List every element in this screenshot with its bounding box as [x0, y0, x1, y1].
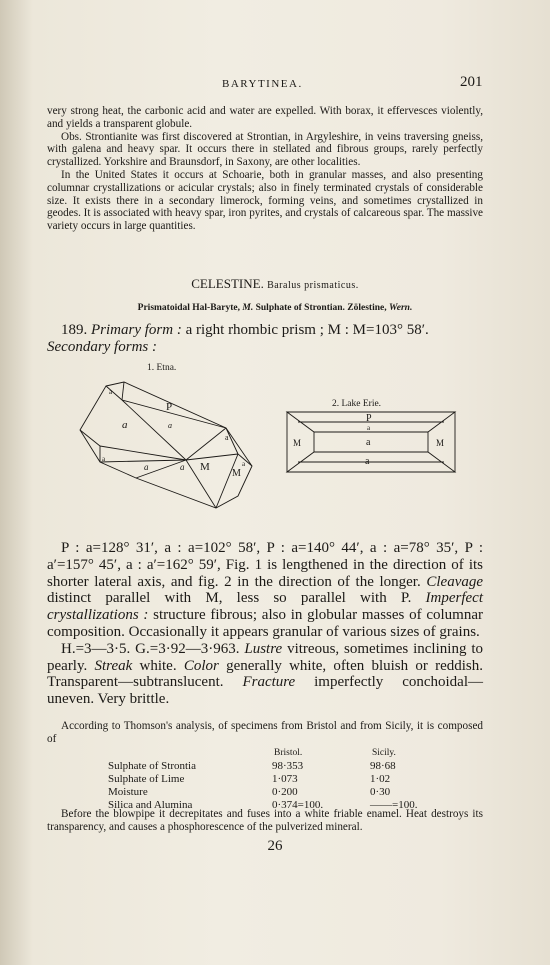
description-text — [47, 540, 483, 708]
section-title — [0, 276, 550, 292]
synonym-1-author: M. — [242, 303, 254, 313]
fig1-label: a — [109, 388, 113, 396]
synonym-3: Zölestine, — [347, 303, 387, 313]
fig1-label-P: P — [166, 401, 173, 413]
fig1-label: a — [122, 419, 128, 431]
column-header-sicily: Sicily. — [372, 748, 396, 758]
fig1-label-M: M — [232, 468, 241, 479]
fig1-label: a — [168, 421, 172, 430]
table-row: Silica and Alumina 0·374=100. ——=100. — [108, 799, 418, 811]
fig1-label: a — [180, 462, 185, 472]
imperfect-text: structure fibrous; also in globular masses of columnar composition. Occasionally it appears granular of various sizes of grains. — [47, 607, 483, 640]
running-title: BARYTINEA. — [222, 78, 303, 90]
analysis-intro — [47, 720, 483, 746]
section-title-latin: Baralus prismaticus. — [267, 280, 359, 291]
fig1-label: a — [102, 455, 106, 463]
lustre-text: vitreous, sometimes inclining to pearly. — [47, 640, 484, 674]
imperfect-label: Imperfect crystallizations : — [47, 590, 484, 624]
column-header-bristol: Bristol. — [274, 748, 303, 758]
page-number: 201 — [460, 74, 483, 90]
blowpipe-paragraph — [47, 808, 483, 834]
fig1-edge — [100, 460, 186, 462]
color-text: generally white, often bluish or reddish. Transparent—subtranslucent. — [47, 657, 483, 691]
us-localities-paragraph: In the United States it occurs at Schoarie, both in granular masses, and also presenting columnar crystallizations or acicular crystals; also in finely terminated crystals of considerable size. It exists there in a secondary limerock, forming veins, and sometimes crystallized in geodes. It is associated with heavy spar, iron pyrites, and crystals of calcareous spar. The massive variety occurs in large quantities. — [47, 168, 483, 233]
table-row: Sulphate of Lime 1·073 1·02 — [108, 773, 391, 785]
primary-form-text: a right rhombic prism ; M : M=103° 58′. — [185, 322, 429, 338]
figure-1-crystal-diagram — [76, 378, 266, 510]
blowpipe-text: Before the blowpipe it decrepitates and fuses into a white friable enamel. Heat destroys its transparency, and causes a phosphorescence of the pulverized mineral. — [47, 808, 483, 833]
streak-label: Streak — [94, 657, 133, 674]
fig1-edge — [122, 382, 124, 400]
figure-1-caption: 1. Etna. — [147, 363, 177, 373]
secondary-forms-label: Secondary forms : — [47, 338, 157, 355]
fig1-label: a — [225, 433, 229, 442]
intro-paragraph: very strong heat, the carbonic acid and water are expelled. With borax, it effervesces violently, and yields a transparent globule. — [47, 105, 483, 130]
angles-text: P : a=128° 31′, a : a=102° 58′, P : a=140° 44′, a : a=78° 35′, P : a′=157° 45′, a : a′=162° 59′, Fig. 1 is lengthened in the direction of its shorter lateral axis, and fig. 2 in the direction of the longer. — [47, 540, 483, 590]
analysis-intro-text: According to Thomson's analysis, of specimens from Bristol and from Sicily, it is composed of — [47, 720, 483, 745]
fig2-label-P: P — [366, 413, 372, 424]
fig1-label-M: M — [200, 461, 210, 473]
figure-2-crystal-diagram — [284, 410, 458, 474]
table-row: Sulphate of Strontia 98·353 98·68 — [108, 760, 396, 772]
fig1-label: a — [144, 462, 149, 472]
fig1-edge — [186, 428, 226, 460]
obs-paragraph: Obs. Strontianite was first discovered at Strontian, in Argyleshire, in veins traversing gneiss, with galena and heavy spar. It occurs there in stellated and fibrous groups, rarely perfectly crystallized. Yorkshire and Braunsdorf, in Saxony, are other localities. — [47, 130, 483, 169]
primary-form-label: Primary form : — [91, 322, 182, 338]
paragraph-189 — [47, 322, 483, 356]
synonym-3-author: Wern. — [389, 303, 413, 313]
intro-text — [47, 105, 483, 233]
cleavage-text: distinct parallel with M, less so parallel with P. — [47, 590, 412, 607]
fig2-label-M: M — [436, 438, 445, 448]
figure-2-caption: 2. Lake Erie. — [332, 399, 382, 409]
page-header — [0, 74, 550, 94]
fig2-label: a — [366, 437, 371, 448]
synonym-1: Prismatoidal Hal-Baryte, — [137, 303, 241, 313]
fig1-edge — [186, 454, 238, 460]
synonyms-line — [0, 303, 550, 313]
streak-text: white. — [139, 657, 177, 674]
fracture-text: imperfectly conchoidal—uneven. Very brittle. — [47, 674, 484, 708]
color-label: Color — [183, 657, 219, 674]
paragraph-number: 189. — [61, 322, 88, 338]
fig1-edge — [216, 454, 238, 508]
fig2-label: a — [367, 424, 371, 432]
fig1-edge — [80, 430, 100, 446]
properties-paragraph — [47, 641, 483, 708]
fig2-label: a — [365, 456, 370, 467]
signature-mark: 26 — [267, 838, 283, 854]
lustre-label: Lustre — [244, 640, 283, 657]
fig1-label: a — [242, 460, 246, 468]
hardness-text: H.=3—3·5. G.=3·92—3·963. — [61, 640, 240, 657]
fig2-label-M: M — [293, 438, 302, 448]
angles-paragraph — [47, 540, 483, 641]
synonym-2: Sulphate of Strontian. — [255, 303, 345, 313]
fracture-label: Fracture — [242, 674, 296, 691]
table-row: Moisture 0·200 0·30 — [108, 786, 391, 798]
cleavage-label: Cleavage — [426, 573, 484, 590]
section-title-main: CELESTINE. — [191, 276, 264, 291]
